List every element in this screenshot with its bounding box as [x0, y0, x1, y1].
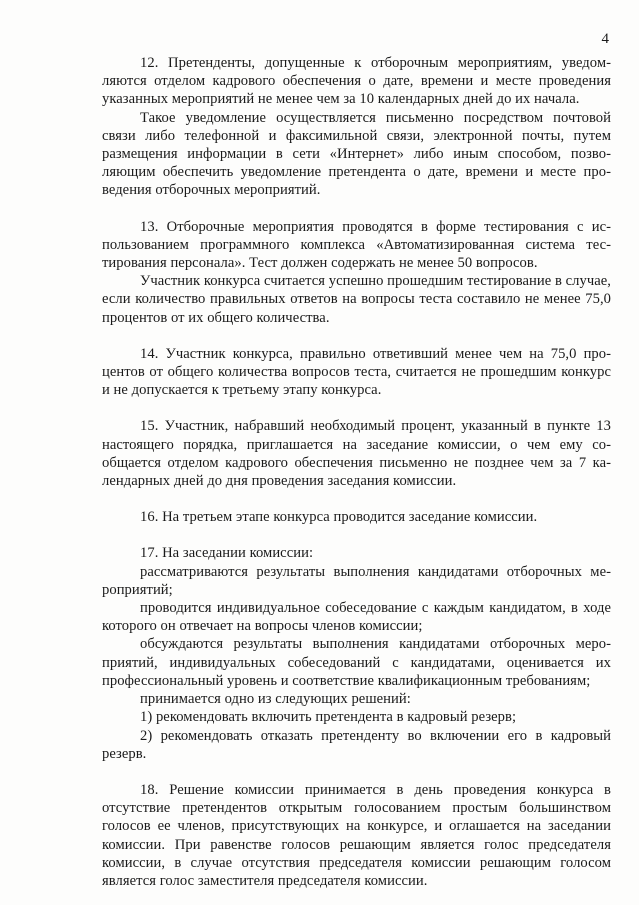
paragraph-17-item-discussion: обсуждаются результаты выполнения кандидатами отборочных мероприятий, индивидуальных собеседований с кандидатами, оценивается их профессиональный уровень и соответствие квалификационным требованиям;	[102, 636, 611, 689]
paragraph-12-notification: Такое уведомление осуществляется письменно посредством почтовой связи либо телефонной и факсимильной связи, электронной почты, путем размещения информации в сети «Интернет» либо иным способом, позволяющим обеспечить уведомление претендента о дате, времени и месте проведения отборочных мероприятий.	[102, 109, 611, 199]
page-number: 4	[601, 31, 609, 47]
paragraph-13-success-criteria: Участник конкурса считается успешно прошедшим тестирование в случае, если количество правильных ответов на вопросы теста составило не менее 75,0 процентов от их общего количества.	[102, 273, 611, 326]
paragraph-17-option-1: 1) рекомендовать включить претендента в кадровый резерв;	[140, 709, 517, 726]
paragraph-17: 17. На заседании комиссии:	[140, 545, 314, 562]
paragraph-17-item-decision: принимается одно из следующих решений:	[140, 691, 411, 708]
document-body	[102, 54, 611, 890]
paragraph-13: 13. Отборочные мероприятия проводятся в форме тестирования с использованием программного комплекса «Автоматизированная система тестирования персонала». Тест должен содержать не менее 50 вопросов.	[102, 218, 611, 272]
paragraph-17-item-review: рассматриваются результаты выполнения кандидатами отборочных мероприятий;	[102, 563, 611, 598]
paragraph-12: 12. Претенденты, допущенные к отборочным мероприятиям, уведомляются отделом кадрового обеспечения о дате, времени и месте проведения указанных мероприятий не менее чем за 10 календарных дней до их начала.	[102, 55, 611, 108]
paragraph-17-option-2: 2) рекомендовать отказать претенденту во включении его в кадровый резерв.	[102, 727, 611, 762]
paragraph-18: 18. Решение комиссии принимается в день проведения конкурса в отсутствие претендентов открытым голосованием простым большинством голосов ее членов, присутствующих на конкурсе, и оглашается на заседании комиссии. При равенстве голосов решающим является голос председателя комиссии, в случае отсутствия председателя комиссии решающим голосом является голос заместителя председателя комиссии.	[102, 781, 611, 889]
paragraph-15: 15. Участник, набравший необходимый процент, указанный в пункте 13 настоящего порядка, приглашается на заседание комиссии, о чем ему сообщается отделом кадрового обеспечения письменно не позднее чем за 7 календарных дней до дня проведения заседания комиссии.	[102, 418, 611, 490]
paragraph-16: 16. На третьем этапе конкурса проводится заседание комиссии.	[140, 509, 538, 526]
paragraph-14: 14. Участник конкурса, правильно ответивший менее чем на 75,0 процентов от общего количества вопросов теста, считается не прошедшим конкурс и не допускается к третьему этапу конкурса.	[102, 345, 611, 399]
paragraph-17-item-interview: проводится индивидуальное собеседование с каждым кандидатом, в ходе которого он отвечает на вопросы членов комиссии;	[102, 600, 611, 635]
